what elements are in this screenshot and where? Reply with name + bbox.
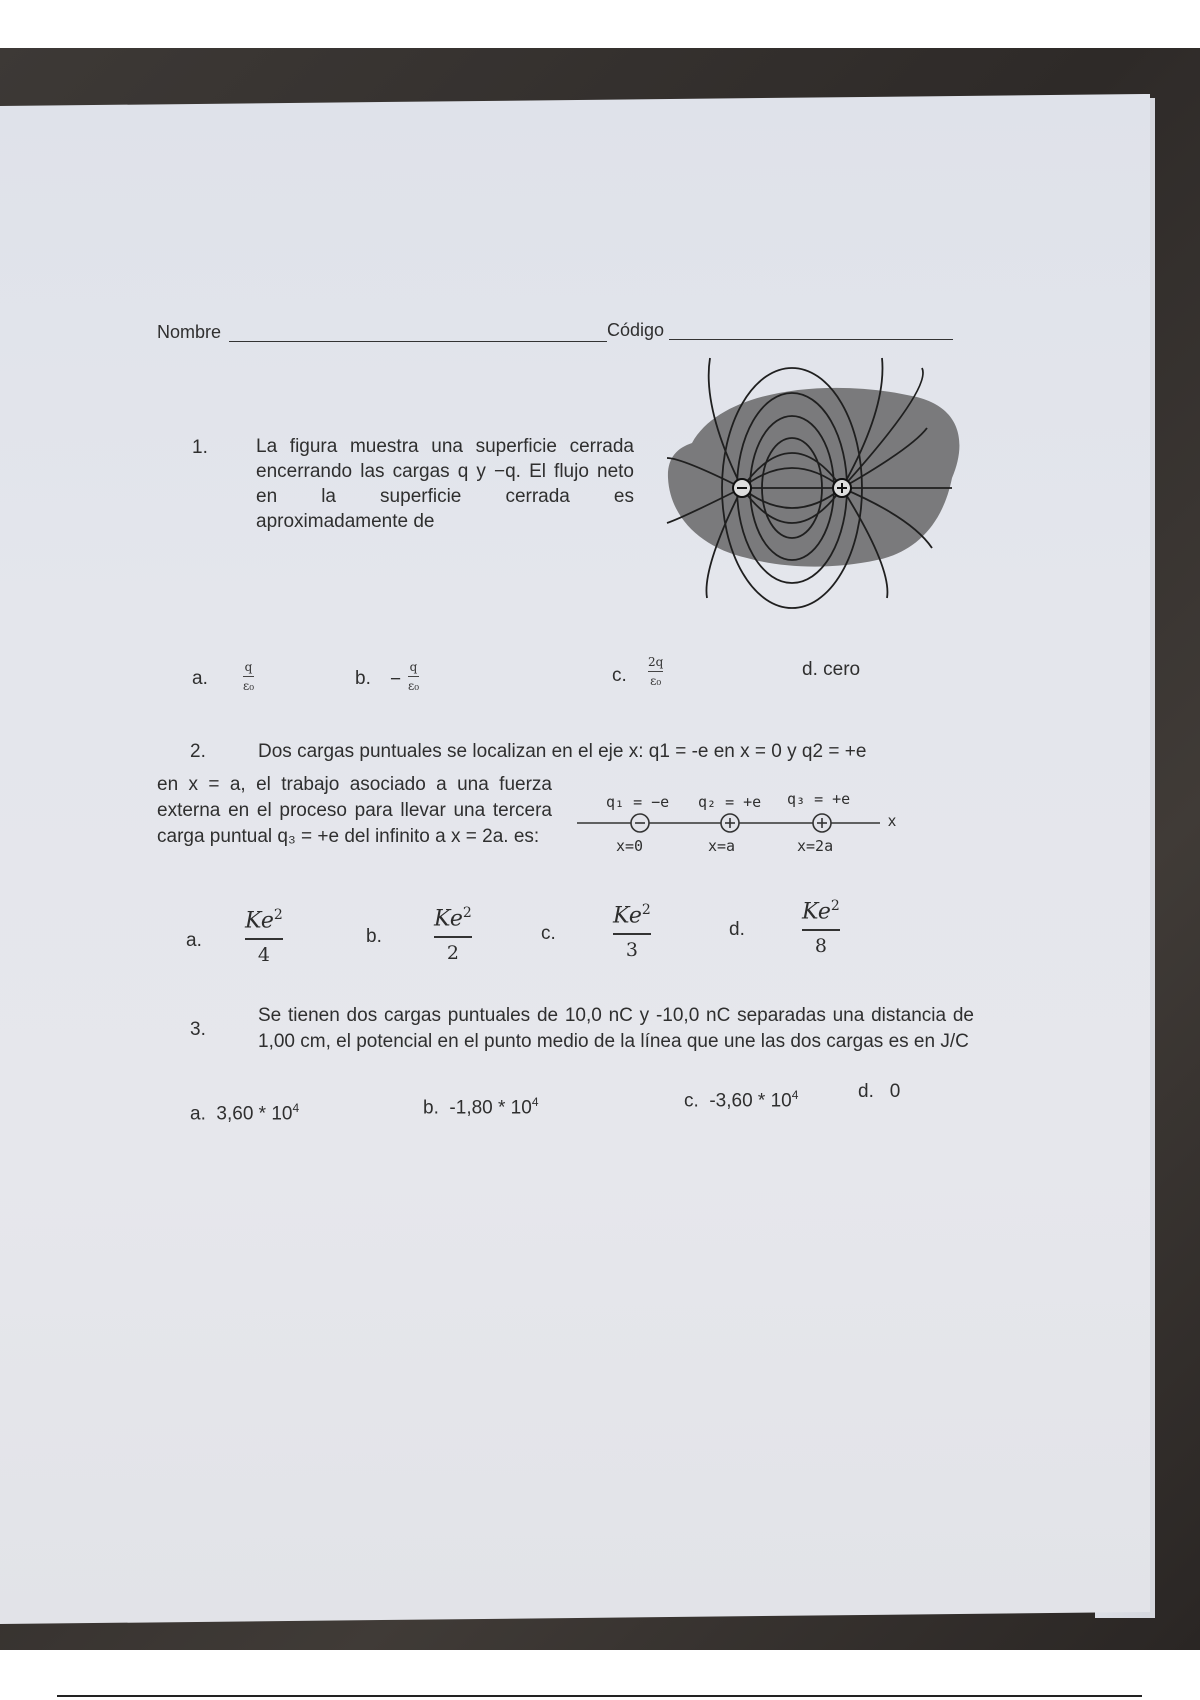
q1-b-num: q <box>409 660 418 674</box>
q3-text: Se tienen dos cargas puntuales de 10,0 nC y -10,0 nC separadas una distancia de 1,00 cm, el potencial en el punto medio de la línea que une las dos cargas es en J/C <box>258 1005 974 1052</box>
q2-a-num: Ke$^2$ <box>245 907 283 934</box>
codigo-line <box>669 339 953 340</box>
q1-option-a-fraction <box>243 660 254 693</box>
q2-d-num: Ke$^2$ <box>802 898 840 925</box>
q2-option-a-fraction <box>245 902 283 966</box>
q2-option-c-fraction <box>613 897 651 961</box>
q3-option-c: c. $-3,60 * 10^4$ <box>684 1088 799 1112</box>
q2-body: en x = a, el trabajo asociado a una fuerza externa en el proceso para llevar una tercera carga puntual q₃ = +e del infinito a x = 2a. es: <box>157 774 552 847</box>
q1-c-den: ε₀ <box>650 674 662 688</box>
x0-label: x=0 <box>616 837 644 855</box>
q2-b-den: 2 <box>446 942 459 965</box>
q2-a-den: 4 <box>257 944 270 967</box>
q1-charge-label: q₁ = −e <box>606 793 670 811</box>
q3-charge-label: q₃ = +e <box>787 790 851 808</box>
q2-option-d-label: d. <box>729 919 745 940</box>
q2-d-den: 8 <box>814 935 827 958</box>
closed-surface <box>668 388 960 567</box>
q2-b-num: Ke$^2$ <box>434 905 472 932</box>
q1-text: La figura muestra una superficie cerrada encerrando las cargas q y −q. El flujo neto en la superficie cerrada es aproximadamente de <box>256 436 634 532</box>
q1-option-b-label: b. <box>355 668 371 689</box>
nombre-label: Nombre <box>157 322 222 342</box>
codigo-label: Código <box>607 320 665 340</box>
q2-c-den: 3 <box>625 939 638 962</box>
q3-option-b: b. $-1,80 * 10^4$ <box>423 1095 539 1119</box>
q1-option-c-label: c. <box>612 665 627 686</box>
q1-option-b-sign: − <box>390 669 402 690</box>
x-axis-label: x <box>888 813 896 830</box>
q2-first-line: Dos cargas puntuales se localizan en el eje x: q1 = -e en x = 0 y q2 = +e <box>258 741 867 762</box>
q2-number: 2. <box>190 741 206 762</box>
q2-option-b-fraction <box>434 900 472 964</box>
q2-option-d-fraction <box>802 893 840 957</box>
bottom-rule <box>57 1695 1142 1697</box>
x2a-label: x=2a <box>797 837 834 855</box>
q2-option-b-label: b. <box>366 926 382 947</box>
q1-option-c-fraction <box>648 655 663 688</box>
q1-number: 1. <box>192 437 208 458</box>
q1-b-den: ε₀ <box>408 679 420 693</box>
q2-option-c-label: c. <box>541 923 556 944</box>
q3-option-a: a. $3,60 * 10^4$ <box>190 1101 300 1125</box>
q1-c-num: 2q <box>648 655 664 669</box>
nombre-line <box>229 341 607 342</box>
q2-charge-label: q₂ = +e <box>698 793 762 811</box>
q1-a-den: ε₀ <box>243 679 255 693</box>
xa-label: x=a <box>708 837 736 855</box>
q1-option-a-label: a. <box>192 668 208 689</box>
q3-number: 3. <box>190 1019 206 1040</box>
q3-option-d: d. 0 <box>858 1081 901 1102</box>
q2-c-num: Ke$^2$ <box>613 902 651 929</box>
q1-option-b-fraction <box>408 660 419 693</box>
q1-a-num: q <box>244 660 253 674</box>
q2-option-a-label: a. <box>186 930 202 951</box>
dipole-surface-figure <box>662 348 962 633</box>
q1-option-d: d. cero <box>802 659 861 680</box>
